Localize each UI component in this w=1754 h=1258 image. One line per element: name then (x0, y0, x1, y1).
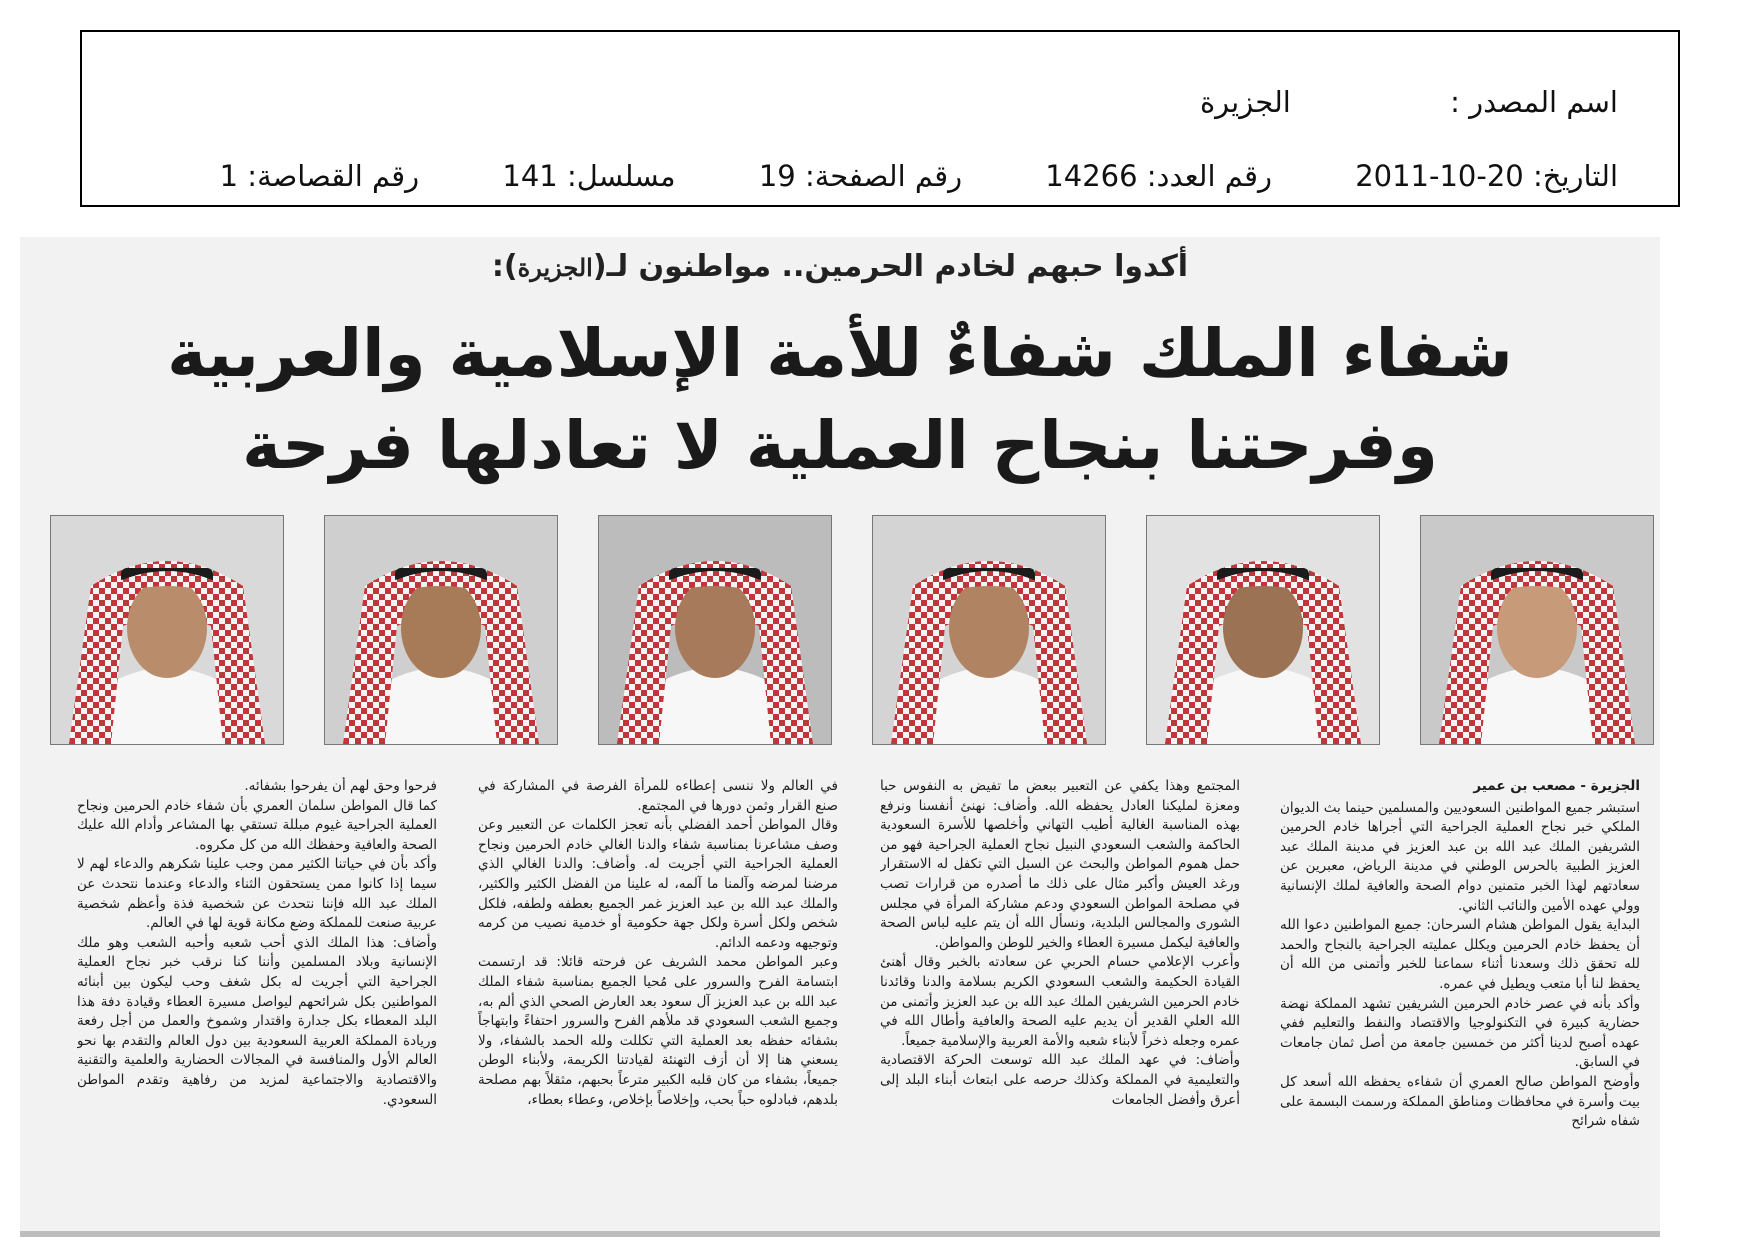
issue-value: 14266 (1045, 159, 1138, 193)
article-column (77, 777, 437, 1217)
byline: الجزيرة - مصعب بن عمير (1473, 778, 1640, 794)
serial-label: مسلسل: (566, 159, 676, 193)
source-info-box (80, 30, 1680, 207)
portrait-icon (1147, 516, 1379, 744)
article-column (1280, 777, 1640, 1217)
kicker-end: ): (491, 249, 518, 284)
details-row (142, 154, 1618, 198)
kicker-text: أكدوا حبهم لخادم الحرمين.. مواطنون لـ( (592, 249, 1189, 284)
clip-label: رقم القصاصة: (247, 159, 420, 193)
date-field (1355, 154, 1618, 198)
kicker (20, 249, 1660, 284)
bottom-rule (20, 1231, 1660, 1237)
page-field (759, 154, 962, 198)
clip-value: 1 (219, 159, 239, 193)
portrait-icon (325, 516, 557, 744)
date-label: التاريخ: (1532, 159, 1618, 193)
portrait-icon (873, 516, 1105, 744)
photo-strip (50, 515, 1660, 747)
column-text: فرحوا وحق لهم أن يفرحوا بشفائه. كما قال المواطن سلمان العمري بأن شفاء خادم الحرمين ونجاح العملية الجراحية غيوم مبللة تستقي بها المشاعر وأدام الله عليك الصحة والعافية وحفظك الله من كل مكروه. وأكد بأن في حياتنا الكثير ممن وجب علينا شكرهم والدعاء لهم لا سيما إذا كانوا ممن يستحقون الثناء والدعاء وعندما نتحدث عن الملك عبد الله فإننا نتحدث عن شخصية فذة وأعظم شخصية عربية صنعت للمملكة وضع مكانة قوية لها في العالم. وأضاف: هذا الملك الذي أحب شعبه وأحبه الشعب وهو ملك الإنسانية وبلاد المسلمين وأننا كنا نرقب خبر نجاح العملية الجراحية التي أجريت له بكل شغف وحب ليكون بين أبنائه المواطنين بكل شرائحهم ليواصل مسيرة العطاء وقيادة دفة هذا البلد المعطاء بكل جدارة واقتدار وشموخ والعمل من أجل رفعة وريادة المملكة العربية السعودية بين دول العالم والتقدم بها نحو العالم الأول والمنافسة في المجالات الحضارية والعلمية والتقنية والاقتصادية والاجتماعية لمزيد من رفاهية وتقدم المواطن السعودي. (77, 778, 437, 1108)
clip-field (220, 154, 420, 198)
source-label: اسم المصدر : (1450, 85, 1618, 119)
page-value: 19 (758, 159, 796, 193)
source-row (142, 80, 1618, 124)
portrait-icon (599, 516, 831, 744)
portrait-photo (50, 515, 284, 745)
column-text: المجتمع وهذا يكفي عن التعبير ببعض ما تفيض به النفوس حبا ومعزة لمليكنا العادل يحفظه الله. وأضاف: نهنئ أنفسنا ونرفع بهذه المناسبة الغالية أطيب التهاني وأخلصها للأسرة السعودية الحاكمة والشعب السعودي النبيل نجاح العملية الجراحية فهو من حمل هموم المواطن والبحث عن السبل التي تكفل له الاستقرار ورغد العيش وأكبر مثال على ذلك ما أصدره من قرارات تصب في مصلحة المواطن السعودي ودعم مشاركة المرأة في مجلس الشورى والمجالس البلدية، ونسأل الله أن يتم عليه لباس الصحة والعافية ليكمل مسيرة العطاء والخير للوطن والمواطن. وأعرب الإعلامي حسام الحربي عن سعادته بالخبر وقال أهنئ القيادة الحكيمة والشعب السعودي الكريم بسلامة والدنا وقائدنا خادم الحرمين الشريفين الملك عبد الله بن عبد العزيز وأتمنى من الله العلي القدير أن يديم عليه الصحة والعافية وأطال الله في عمره وجعله ذخراً لأبناء شعبه والأمة العربية والإسلامية جميعاً. وأضاف: في عهد الملك عبد الله توسعت الحركة الاقتصادية والتعليمية في المملكة وكذلك حرصه على ابتعاث أبناء البلد إلى أعرق وأفضل الجامعات (880, 778, 1240, 1108)
article-column (478, 777, 838, 1217)
page-label: رقم الصفحة: (804, 159, 963, 193)
serial-field (502, 154, 675, 198)
issue-label: رقم العدد: (1146, 159, 1272, 193)
portrait-icon (1421, 516, 1653, 744)
source-value: الجزيرة (1199, 85, 1291, 119)
headline-line-2: وفرحتنا بنجاح العملية لا تعادلها فرحة (242, 407, 1438, 484)
column-text: في العالم ولا ننسى إعطاءه للمرأة الفرصة في المشاركة في صنع القرار وثمن دورها في المجتمع. وقال المواطن أحمد الفضلي بأنه تعجز الكلمات عن التعبير وعن وصف مشاعرنا بمناسبة شفاء والدنا الغالي خادم الحرمين ونجاح العملية الجراحية التي أجريت له. وأضاف: والدنا الغالي الذي مرضنا لمرضه وآلمنا ما آلمه، له علينا من الفضل الكثير والكثير، والملك عبد الله بن عبد العزيز غمر الجميع بعطفه ولطفه، فلكل شخص ولكل أسرة ولكل جهة حكومية أو خدمية نصيب من كرمه وتوجيهه ودعمه الدائم. وعبر المواطن محمد الشريف عن فرحته قائلا: قد ارتسمت ابتسامة الفرح والسرور على مُحيا الجميع بمناسبة شفاء الملك عبد الله بن عبد العزيز آل سعود بعد العارض الصحي الذي ألم به، وجميع الشعب السعودي قد ملأهم الفرح والسرور احتفاءً وابتهاجاً بشفائه حفظه بعد العملية التي تكللت ولله الحمد بالشفاء، ولا يسعني هنا إلا أن أزف التهنئة لقيادتنا الكريمة، ولأبناء الوطن جميعاً، بشفاء من كان قلبه الكبير مترعاً بحبهم، مثقلاً بهم مصلحة بلدهم، فبادلوه حباً بحب، وإخلاصاً بإخلاص، وعطاء بعطاء، (478, 778, 838, 1108)
serial-value: 141 (502, 159, 558, 193)
publication-mark: الجزيرة (517, 253, 593, 282)
portrait-photo (324, 515, 558, 745)
article-column (880, 777, 1240, 1217)
newspaper-clipping (20, 237, 1660, 1237)
column-text: استبشر جميع المواطنين السعوديين والمسلمين حينما بث الديوان الملكي خبر نجاح العملية الجراحية التي أجراها خادم الحرمين الشريفين الملك عبد الله بن عبد العزيز في مدينة الملك عبد العزيز الطبية بالحرس الوطني في مدينة الرياض، معبرين عن سعادتهم لهذا الخبر متمنين دوام الصحة والعافية لملك الإنسانية وولي عهده الأمين والنائب الثاني. البداية يقول المواطن هشام السرحان: جميع المواطنين دعوا الله أن يحفظ خادم الحرمين ويكلل عمليته الجراحية بالنجاح والحمد لله تحقق ذلك وسعدنا أثناء سماعنا للخبر وأتمنى من الله أن يحفظ لنا أبا متعب ويطيل في عمره. وأكد بأنه في عصر خادم الحرمين الشريفين تشهد المملكة نهضة حضارية كبيرة في التكنولوجيا والاقتصاد والنفط والتعليم ففي عهده أصبح لدينا أكثر من خمسين جامعة من أصل ثمان جامعات في السابق. وأوضح المواطن صالح العمري أن شفاءه يحفظه الله أسعد كل بيت وأسرة في محافظات ومناطق المملكة ورسمت البسمة على شفاه شرائح (1280, 799, 1640, 1130)
date-value: 2011-10-20 (1355, 159, 1524, 193)
issue-field (1045, 154, 1272, 198)
portrait-photo (1420, 515, 1654, 745)
portrait-photo (1146, 515, 1380, 745)
headline-line-1: شفاء الملك شفاءٌ للأمة الإسلامية والعربية (167, 315, 1513, 392)
portrait-icon (51, 516, 283, 744)
portrait-photo (598, 515, 832, 745)
portrait-photo (872, 515, 1106, 745)
